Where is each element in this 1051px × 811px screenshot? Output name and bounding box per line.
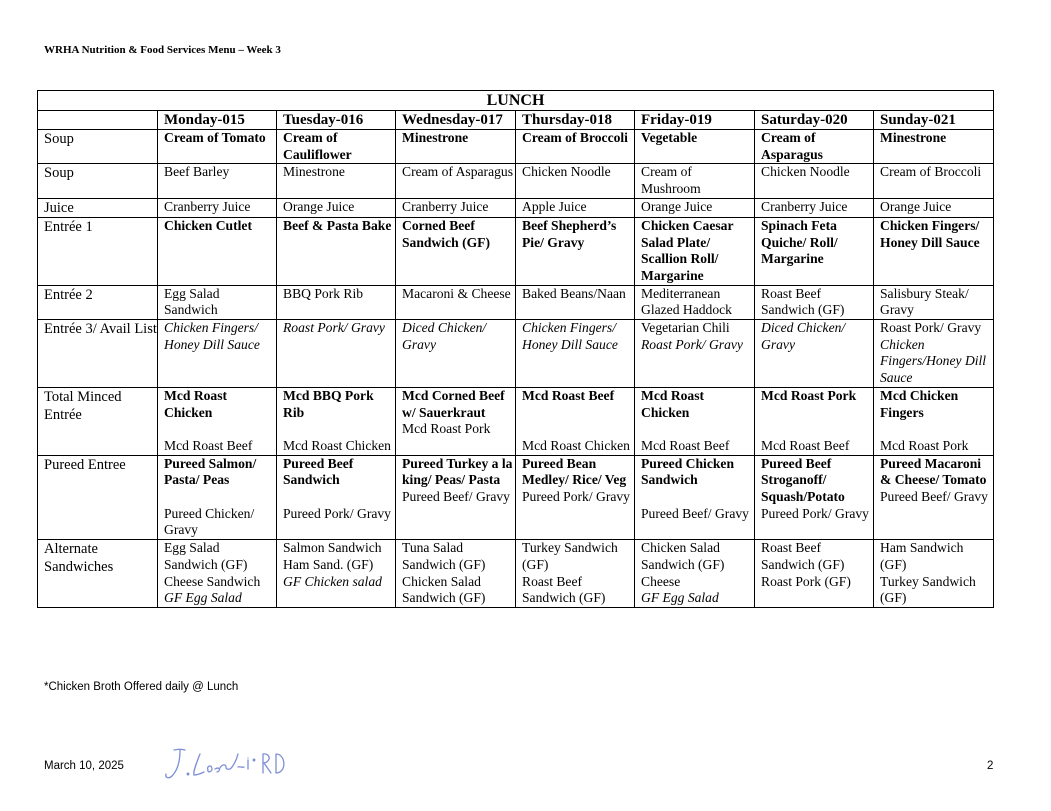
menu-item: Beef Barley: [164, 164, 230, 180]
menu-cell: [158, 130, 277, 164]
menu-cell: [277, 217, 396, 285]
menu-item: Mcd Roast Chicken: [283, 437, 391, 453]
menu-cell: [158, 540, 277, 608]
menu-item: Mcd Roast Chicken: [522, 437, 630, 453]
menu-item: Pureed Chicken/ Gravy: [164, 505, 255, 538]
menu-cell: [277, 387, 396, 455]
menu-item: Mediterranean Glazed Haddock: [641, 285, 732, 318]
menu-item: Chicken Salad Sandwich (GF): [641, 540, 725, 572]
menu-item: Mcd Corned Beef w/ Sauerkraut: [402, 387, 505, 420]
menu-cell: [516, 164, 635, 198]
menu-item: GF Egg Salad: [164, 590, 242, 606]
menu-item: Orange Juice: [283, 198, 355, 214]
menu-item: Pureed Pork/ Gravy: [283, 505, 391, 521]
menu-item: Pureed Pork/ Gravy: [761, 505, 869, 521]
menu-item: Mcd Roast Beef: [164, 437, 253, 453]
row-label: Total Minced Entrée: [38, 387, 158, 455]
menu-cell: [516, 455, 635, 540]
menu-cell: [635, 455, 755, 540]
cell-spacer: [880, 421, 993, 438]
menu-item: Pureed Bean Medley/ Rice/ Veg: [522, 455, 627, 488]
menu-item: Cheese: [641, 573, 681, 589]
menu-item: Cream of Asparagus: [761, 130, 823, 162]
menu-item: Roast Beef Sandwich (GF): [522, 573, 606, 606]
day-header-row: [38, 111, 994, 130]
menu-item: Chicken Noodle: [761, 164, 850, 180]
menu-item: Mcd BBQ Pork Rib: [283, 387, 374, 420]
menu-cell: [874, 540, 994, 608]
menu-item: Turkey Sandwich (GF): [880, 573, 976, 606]
menu-item: Mcd Roast Pork: [402, 421, 491, 437]
menu-cell: [158, 285, 277, 319]
menu-item: BBQ Pork Rib: [283, 285, 364, 301]
menu-row: [38, 164, 994, 198]
menu-cell: [755, 455, 874, 540]
menu-item: Roast Pork (GF): [761, 573, 851, 589]
menu-item: Mcd Roast Pork: [880, 437, 969, 453]
menu-item: Cream of Cauliflower: [283, 130, 352, 162]
menu-item: Orange Juice: [641, 198, 713, 214]
cell-spacer: [164, 489, 276, 506]
cell-spacer: [761, 421, 873, 438]
menu-item: Chicken Caesar Salad Plate/ Scallion Roll/ Margarine: [641, 217, 734, 283]
day-header: Sunday-021: [874, 111, 994, 130]
menu-cell: [635, 285, 755, 319]
menu-cell: [396, 540, 516, 608]
menu-item: Egg Salad Sandwich: [164, 285, 220, 318]
footnote: *Chicken Broth Offered daily @ Lunch: [44, 681, 239, 693]
menu-cell: [874, 387, 994, 455]
cell-spacer: [641, 489, 754, 506]
menu-row: [38, 387, 994, 455]
menu-item: GF Chicken salad: [283, 573, 382, 589]
menu-item: Roast Beef Sandwich (GF): [761, 285, 845, 318]
menu-cell: [635, 198, 755, 217]
menu-item: Chicken Fingers/ Honey Dill Sauce: [522, 320, 618, 352]
menu-cell: [516, 285, 635, 319]
menu-cell: [396, 387, 516, 455]
menu-cell: [396, 285, 516, 319]
menu-item: Chicken Fingers/Honey Dill Sauce: [880, 336, 987, 386]
menu-item: Diced Chicken/ Gravy: [402, 320, 487, 352]
menu-row: [38, 130, 994, 164]
menu-item: Minestrone: [402, 130, 469, 145]
menu-cell: [874, 164, 994, 198]
cell-spacer: [164, 421, 276, 438]
menu-cell: [516, 320, 635, 388]
menu-item: Mcd Roast Beef: [761, 437, 850, 453]
day-header: Wednesday-017: [396, 111, 516, 130]
menu-cell: [874, 198, 994, 217]
day-header: Saturday-020: [755, 111, 874, 130]
menu-cell: [516, 540, 635, 608]
menu-item: Minestrone: [880, 130, 947, 145]
lunch-menu-table: [37, 90, 994, 608]
menu-item: Chicken Cutlet: [164, 217, 252, 233]
menu-cell: [277, 540, 396, 608]
menu-cell: [874, 455, 994, 540]
menu-cell: [277, 320, 396, 388]
menu-item: Vegetarian Chili: [641, 320, 730, 336]
menu-cell: [277, 285, 396, 319]
menu-item: Mcd Roast Pork: [761, 387, 857, 403]
page-title: WRHA Nutrition & Food Services Menu – Week 3: [44, 44, 281, 56]
menu-cell: [396, 130, 516, 164]
menu-item: GF Egg Salad: [641, 590, 719, 606]
menu-cell: [516, 198, 635, 217]
menu-cell: [516, 217, 635, 285]
menu-cell: [755, 540, 874, 608]
menu-item: Pureed Beef Sandwich: [283, 455, 354, 488]
menu-cell: [158, 217, 277, 285]
menu-item: Cream of Mushroom: [641, 164, 701, 197]
row-label: Pureed Entree: [38, 455, 158, 540]
cell-spacer: [641, 421, 754, 438]
menu-cell: [277, 130, 396, 164]
menu-cell: [755, 130, 874, 164]
row-label: Entrée 1: [38, 217, 158, 285]
menu-cell: [635, 320, 755, 388]
menu-cell: [755, 198, 874, 217]
menu-cell: [635, 217, 755, 285]
menu-item: Cranberry Juice: [164, 198, 251, 214]
menu-item: Tuna Salad Sandwich (GF): [402, 540, 486, 572]
menu-item: Salmon Sandwich: [283, 540, 382, 556]
menu-item: Apple Juice: [522, 198, 587, 214]
menu-item: Cream of Asparagus: [402, 164, 513, 180]
menu-row: [38, 455, 994, 540]
cell-spacer: [522, 405, 634, 422]
menu-cell: [635, 387, 755, 455]
menu-cell: [516, 130, 635, 164]
menu-item: Cheese Sandwich: [164, 573, 261, 589]
menu-item: Baked Beans/Naan: [522, 285, 626, 301]
menu-item: Pureed Salmon/ Pasta/ Peas: [164, 455, 257, 488]
menu-cell: [635, 540, 755, 608]
menu-row: [38, 198, 994, 217]
menu-item: Macaroni & Cheese: [402, 285, 511, 301]
menu-cell: [755, 387, 874, 455]
menu-cell: [874, 130, 994, 164]
menu-cell: [755, 285, 874, 319]
menu-cell: [158, 198, 277, 217]
menu-cell: [755, 164, 874, 198]
row-label: Entrée 3/ Avail List: [38, 320, 158, 388]
menu-cell: [516, 387, 635, 455]
day-header: Monday-015: [158, 111, 277, 130]
menu-item: Diced Chicken/ Gravy: [761, 320, 846, 352]
day-header: Tuesday-016: [277, 111, 396, 130]
menu-item: Mcd Roast Beef: [641, 437, 730, 453]
cell-spacer: [283, 421, 395, 438]
menu-item: Roast Pork/ Gravy: [641, 336, 743, 352]
menu-item: Pureed Beef/ Gravy: [402, 489, 510, 505]
menu-item: Chicken Fingers/ Honey Dill Sauce: [880, 217, 980, 250]
cell-spacer: [761, 405, 873, 422]
menu-item: Ham Sand. (GF): [283, 556, 374, 572]
menu-row: [38, 285, 994, 319]
row-label: Juice: [38, 198, 158, 217]
menu-cell: [158, 455, 277, 540]
menu-row: [38, 217, 994, 285]
menu-cell: [874, 285, 994, 319]
menu-item: Orange Juice: [880, 198, 952, 214]
menu-item: Cream of Broccoli: [880, 164, 982, 180]
menu-item: Ham Sandwich (GF): [880, 540, 964, 572]
menu-item: Cranberry Juice: [761, 198, 848, 214]
menu-item: Mcd Roast Chicken: [164, 387, 228, 420]
menu-cell: [277, 164, 396, 198]
menu-item: Pureed Beef/ Gravy: [880, 489, 988, 505]
menu-item: Roast Pork/ Gravy: [880, 320, 982, 336]
menu-item: Chicken Salad Sandwich (GF): [402, 573, 486, 606]
menu-cell: [277, 198, 396, 217]
menu-cell: [396, 217, 516, 285]
menu-item: Turkey Sandwich (GF): [522, 540, 618, 572]
cell-spacer: [522, 421, 634, 438]
menu-item: Spinach Feta Quiche/ Roll/ Margarine: [761, 217, 838, 267]
cell-spacer: [283, 489, 395, 506]
meal-heading: LUNCH: [38, 91, 994, 111]
menu-item: Cream of Broccoli: [522, 130, 628, 145]
row-label: Entrée 2: [38, 285, 158, 319]
menu-item: Beef & Pasta Bake: [283, 217, 392, 233]
menu-item: Pureed Beef Stroganoff/ Squash/Potato: [761, 455, 845, 505]
menu-item: Vegetable: [641, 130, 698, 145]
menu-cell: [755, 217, 874, 285]
menu-item: Pureed Pork/ Gravy: [522, 489, 630, 505]
menu-cell: [755, 320, 874, 388]
menu-cell: [396, 320, 516, 388]
menu-item: Roast Beef Sandwich (GF): [761, 540, 845, 572]
menu-cell: [396, 198, 516, 217]
footer-date: March 10, 2025: [44, 760, 124, 772]
menu-item: Pureed Beef/ Gravy: [641, 505, 749, 521]
menu-item: Roast Pork/ Gravy: [283, 320, 385, 336]
menu-item: Pureed Chicken Sandwich: [641, 455, 735, 488]
menu-item: Egg Salad Sandwich (GF): [164, 540, 248, 572]
menu-cell: [396, 164, 516, 198]
menu-cell: [158, 320, 277, 388]
day-header: Thursday-018: [516, 111, 635, 130]
menu-cell: [396, 455, 516, 540]
menu-item: Pureed Macaroni & Cheese/ Tomato: [880, 455, 987, 488]
menu-cell: [158, 387, 277, 455]
menu-cell: [874, 320, 994, 388]
day-header: Friday-019: [635, 111, 755, 130]
menu-cell: [635, 130, 755, 164]
menu-item: Minestrone: [283, 164, 345, 180]
row-label: Soup: [38, 164, 158, 198]
menu-cell: [158, 164, 277, 198]
page-number: 2: [987, 760, 994, 772]
menu-item: Cranberry Juice: [402, 198, 489, 214]
signature: [160, 742, 300, 787]
menu-item: Chicken Fingers/ Honey Dill Sauce: [164, 320, 260, 352]
row-label: Soup: [38, 130, 158, 164]
menu-item: Pureed Turkey a la king/ Peas/ Pasta: [402, 455, 513, 488]
menu-item: Mcd Roast Beef: [522, 387, 615, 403]
menu-cell: [277, 455, 396, 540]
menu-item: Mcd Chicken Fingers: [880, 387, 959, 420]
menu-row: [38, 540, 994, 608]
menu-body: [38, 130, 994, 608]
menu-row: [38, 320, 994, 388]
menu-item: Cream of Tomato: [164, 130, 266, 145]
menu-item: Mcd Roast Chicken: [641, 387, 705, 420]
corner-cell: [38, 111, 158, 130]
menu-item: Corned Beef Sandwich (GF): [402, 217, 490, 250]
menu-item: Salisbury Steak/ Gravy: [880, 285, 969, 318]
menu-cell: [874, 217, 994, 285]
menu-item: Chicken Noodle: [522, 164, 611, 180]
menu-item: Beef Shepherd’s Pie/ Gravy: [522, 217, 617, 250]
row-label: Alternate Sandwiches: [38, 540, 158, 608]
menu-cell: [635, 164, 755, 198]
